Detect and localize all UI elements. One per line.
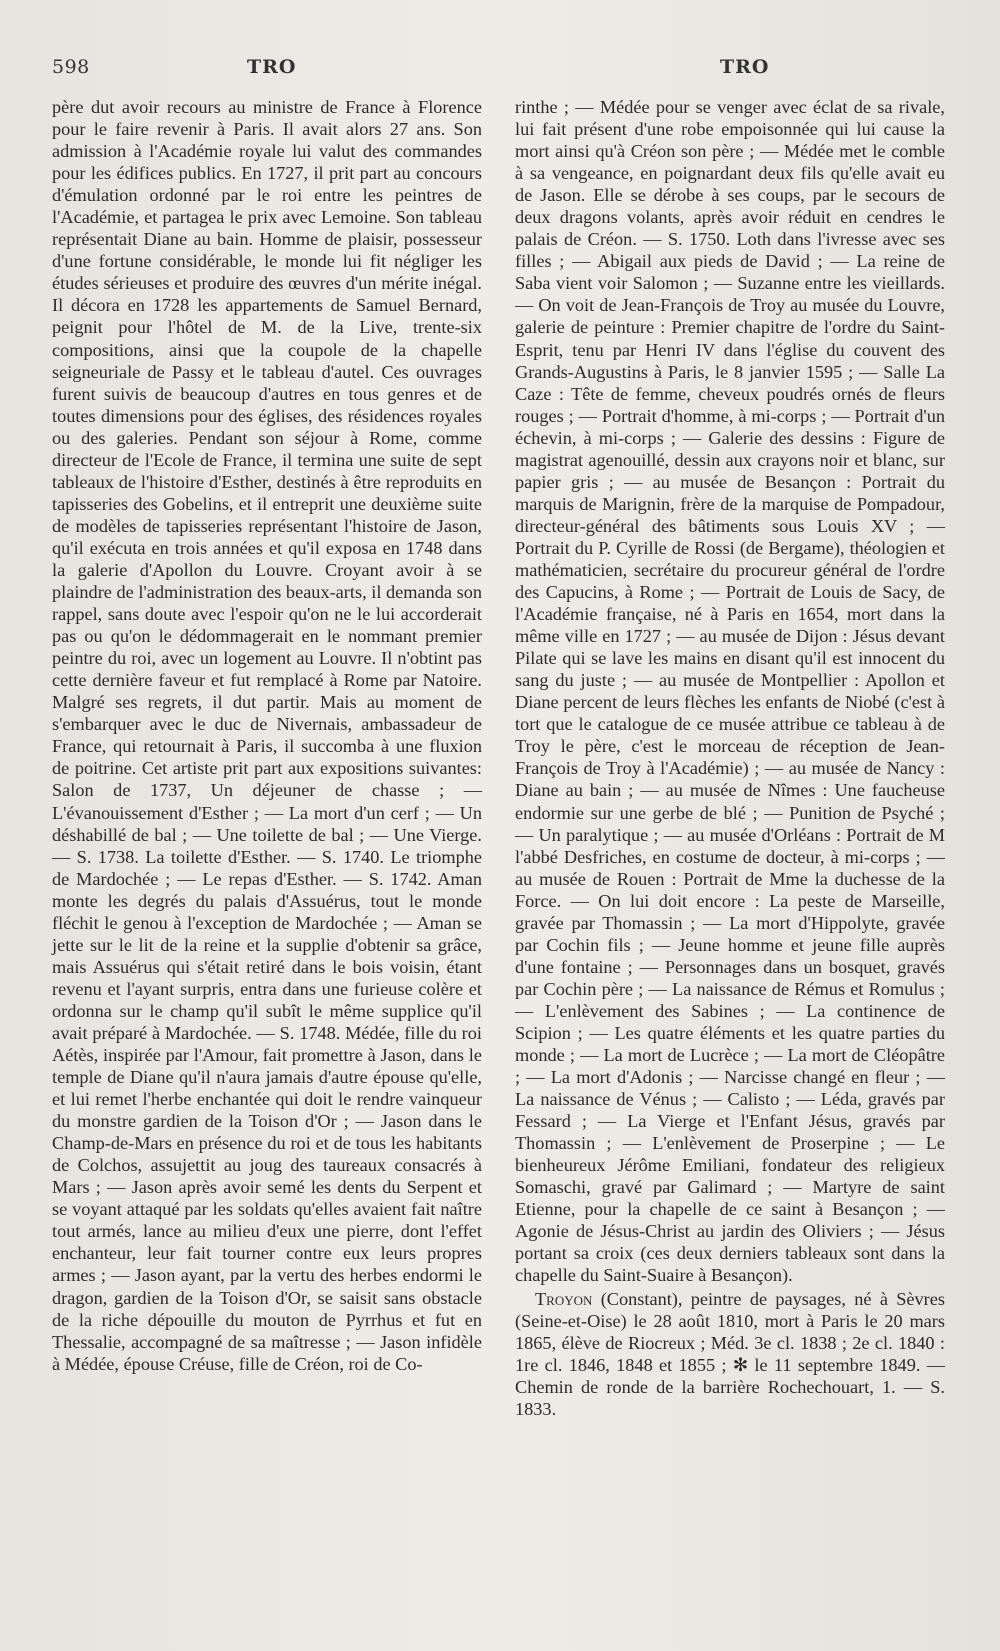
entry-name: Troyon — [535, 1288, 593, 1309]
left-column — [52, 96, 482, 1375]
right-column-text: rinthe ; — Médée pour se venger avec éclat de sa rivale, lui fait présent d'une robe empoisonnée qui lui cause la mort ainsi qu'à Créon son père ; — Médée met le comble à sa vengeance, en poignardant deux fils qu'elle avait eu de Jason. Elle se dérobe à ses coups, par le secours de deux dragons volants, après avoir réduit en cendres le palais de Créon. — S. 1750. Loth dans l'ivresse avec ses filles ; — Abigail aux pieds de David ; — La reine de Saba vient voir Salomon ; — Suzanne entre les vieillards. — On voit de Jean-François de Troy au musée du Louvre, galerie de peinture : Premier chapitre de l'ordre du Saint-Esprit, tenu par Henri IV dans l'église du couvent des Grands-Augustins à Paris, le 8 janvier 1595 ; — Salle La Caze : Tête de femme, cheveux poudrés ornés de fleurs rouges ; — Portrait d'homme, à mi-corps ; — Portrait d'un échevin, à mi-corps ; — Galerie des dessins : Figure de magistrat agenouillé, dessin aux crayons noir et blanc, sur papier gris ; — au musée de Besançon : Portrait du marquis de Marignin, frère de la marquise de Pompadour, directeur-général des bâtiments sous Louis XV ; — Portrait du P. Cyrille de Rossi (de Bergame), théologien et mathématicien, secrétaire du procureur général de l'ordre des Capucins, à Rome ; — Portrait de Louis de Sacy, de l'Académie française, né à Paris en 1654, mort dans la même ville en 1727 ; — au musée de Dijon : Jésus devant Pilate qui se lave les mains en disant qu'il est innocent du sang du juste ; — au musée de Montpellier : Apollon et Diane percent de leurs flèches les enfants de Niobé (c'est à tort que le catalogue de ce musée attribue ce tableau à de Troy le père, c'est le morceau de réception de Jean-François de Troy à l'Académie) ; — au musée de Nancy : Diane au bain ; — au musée de Nîmes : Une faucheuse endormie sur une gerbe de blé ; — Punition de Psyché ; — Un paralytique ; — au musée d'Orléans : Portrait de M l'abbé Desfriches, en costume de docteur, à mi-corps ; — au musée de Rouen : Portrait de Mme la duchesse de la Force. — On lui doit encore : La peste de Marseille, gravée par Thomassin ; — La mort d'Hippolyte, gravée par Cochin fils ; — Jeune homme et jeune fille auprès d'une fontaine ; — Personnages dans un bosquet, gravés par Cochin père ; — La naissance de Rémus et Romulus ; — L'enlèvement des Sabines ; — La continence de Scipion ; — Les quatre éléments et les quatre parties du monde ; — La mort de Lucrèce ; — La mort de Cléopâtre ; — La mort d'Adonis ; — Narcisse changé en fleur ; — La naissance de Vénus ; — Calisto ; — Léda, gravés par Fessard ; — La Vierge et l'Enfant Jésus, gravés par Thomassin ; — L'enlèvement de Proserpine ; — Le bienheureux Jérôme Emiliani, fondateur des religieux Somaschi, gravé par Galimard ; — Martyre de saint Etienne, pour la chapelle de ce saint à Besançon ; — Agonie de Jésus-Christ au jardin des Oliviers ; — Jésus portant sa croix (ces deux derniers tableaux sont dans la chapelle du Saint-Suaire à Besançon). — [515, 97, 945, 1286]
right-column — [515, 96, 945, 1420]
running-head-right: TRO — [720, 56, 770, 78]
left-column-text: père dut avoir recours au ministre de France à Florence pour le faire revenir à Paris. Il avait alors 27 ans. Son admission à l'Académie royale lui valut des commandes pour les édifices publics. En 1727, il prit part au concours d'émulation ordonné par le roi entre les peintres de l'Académie, et partagea le prix avec Lemoine. Son tableau représentait Diane au bain. Homme de plaisir, possesseur d'une fortune considérable, le monde lui fit négliger les études sérieuses et produire des œuvres d'un mérite inégal. Il décora en 1728 les appartements de Samuel Bernard, peignit pour l'hôtel de M. de la Live, trente-six compositions, ainsi que la coupole de la chapelle seigneuriale de Passy et le tableau d'autel. Ces ouvrages furent suivis de beaucoup d'autres en tous genres et de toutes dimensions pour des églises, des résidences royales ou des galeries. Pendant son séjour à Rome, comme directeur de l'Ecole de France, il termina une suite de sept tableaux de l'histoire d'Esther, destinés à être reproduits en tapisseries des Gobelins, et il entreprit une deuxième suite de modèles de tapisseries représentant l'histoire de Jason, qu'il exécuta en trois années et qu'il exposa en 1748 dans la galerie d'Apollon du Louvre. Croyant avoir à se plaindre de l'administration des beaux-arts, il demanda son rappel, sans doute avec l'espoir qu'on ne le lui accorderait pas ou qu'on le dédommagerait en le nommant premier peintre du roi, avec un logement au Louvre. Il n'obtint pas cette dernière faveur et fut remplacé à Rome par Natoire. Malgré ses regrets, il dut partir. Mais au moment de s'embarquer avec le duc de Nivernais, ambassadeur de France, qui retournait à Paris, il succomba à une fluxion de poitrine. Cet artiste prit part aux expositions suivantes: Salon de 1737, Un déjeuner de chasse ; — L'évanouissement d'Esther ; — La mort d'un cerf ; — Un déshabillé de bal ; — Une toilette de bal ; — Une Vierge. — S. 1738. La toilette d'Esther. — S. 1740. Le triomphe de Mardochée ; — Le repas d'Esther. — S. 1742. Aman monte les degrés du palais d'Assuérus, tout le monde fléchit le genou à l'exception de Mardochée ; — Aman se jette sur le lit de la reine et la supplie d'obtenir sa grâce, mais Assuérus qui s'était retiré dans le bois voisin, étant revenu et l'ayant surpris, entra dans une furieuse colère et ordonna sur le champ qu'il subît le même supplice qu'il avait préparé à Mardochée. — S. 1748. Médée, fille du roi Aétès, inspirée par l'Amour, fait promettre à Jason, dans le temple de Diane qu'il n'aura jamais d'autre épouse qu'elle, et lui remet l'herbe enchantée qui doit le rendre vainqueur du monstre gardien de la Toison d'Or ; — Jason dans le Champ-de-Mars en présence du roi et de tous les habitants de Colchos, assujettit au joug des taureaux consacrés à Mars ; — Jason après avoir semé les dents du Serpent et se voyant attaqué par les soldats qu'elles avaient fait naître tout armés, lance au milieu d'eux une pierre, dont l'effet enchanteur, leur fait tourner contre eux leurs propres armes ; — Jason ayant, par la vertu des herbes endormi le dragon, gardien de la Toison d'Or, se saisit sans obstacle de la riche dépouille du mouton de Pyrrhus et fut en Thessalie, accompagné de sa maîtresse ; — Jason infidèle à Médée, épouse Créuse, fille de Créon, roi de Co- — [52, 97, 482, 1374]
page-header — [52, 56, 952, 86]
dictionary-entry — [515, 1288, 945, 1420]
entry-text: (Constant), peintre de paysages, né à Sèvres (Seine-et-Oise) le 28 août 1810, mort à Paris le 20 mars 1865, élève de Riocreux ; Méd. 3e cl. 1838 ; 2e cl. 1840 : 1re cl. 1846, 1848 et 1855 ; ✻ le 11 septembre 1849. — Chemin de ronde de la barrière Rochechouart, 1. — S. 1833. — [515, 1288, 945, 1419]
page-number: 598 — [52, 56, 90, 78]
running-head-left: TRO — [247, 56, 297, 78]
